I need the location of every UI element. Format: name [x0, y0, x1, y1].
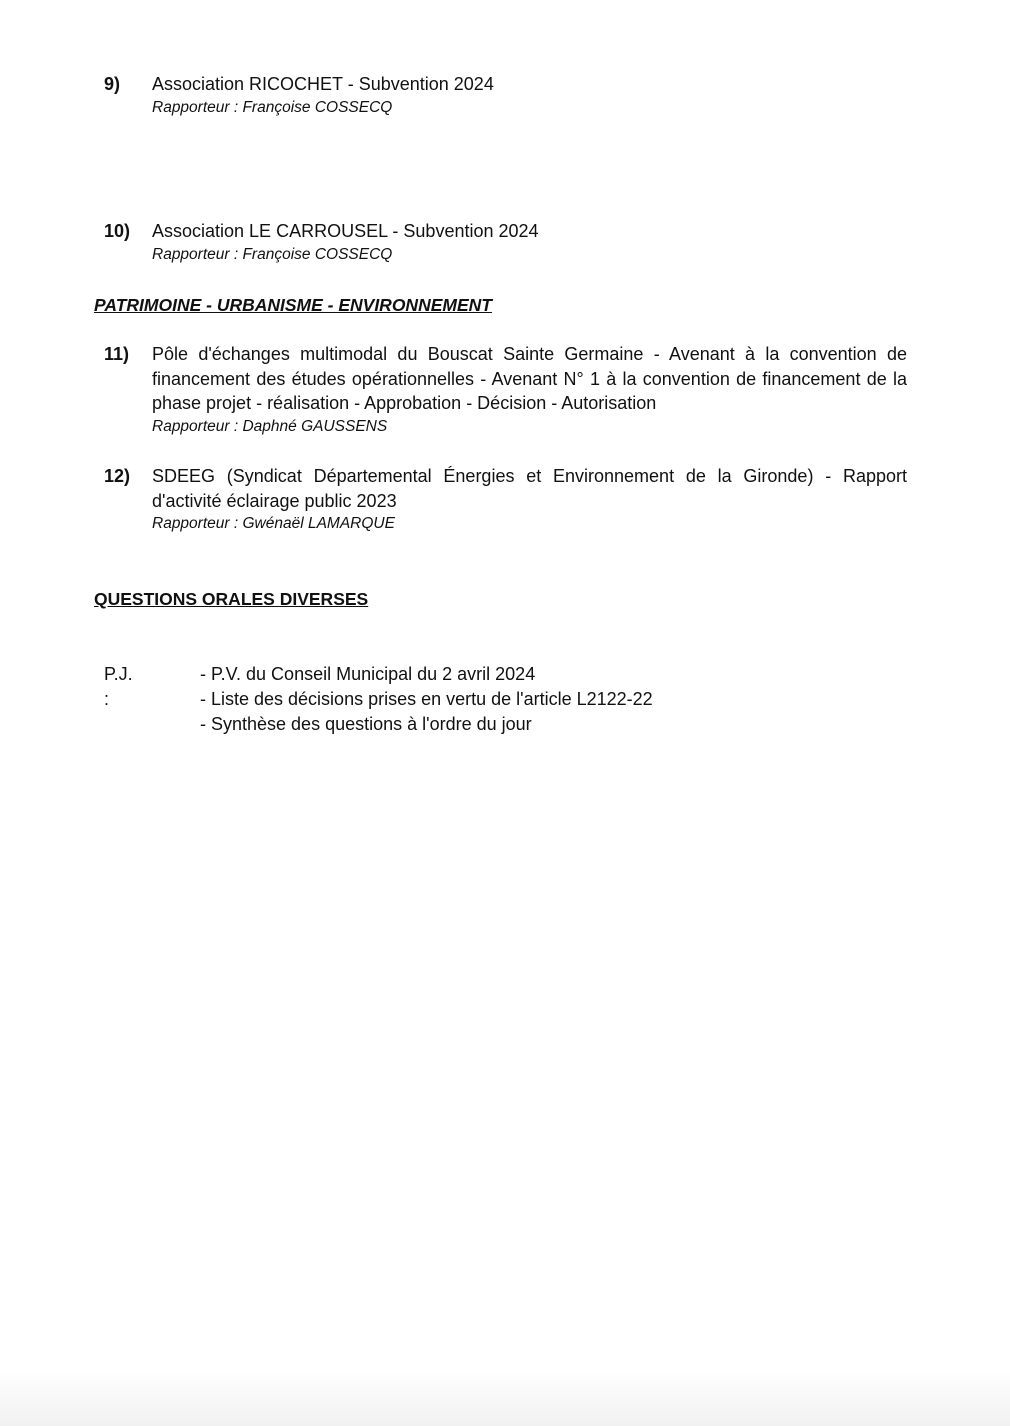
attachment-entry: - Liste des décisions prises en vertu de l'article L2122-22: [200, 689, 653, 709]
item-rapporteur: Rapporteur : Françoise COSSECQ: [152, 245, 393, 263]
section-heading-patrimoine: PATRIMOINE - URBANISME - ENVIRONNEMENT: [94, 295, 492, 315]
item-rapporteur: Rapporteur : Gwénaël LAMARQUE: [152, 515, 395, 532]
item-rapporteur: Rapporteur : Françoise COSSECQ: [152, 98, 393, 116]
attachments-list: [200, 662, 653, 737]
item-title: Association RICOCHET - Subvention 2024: [152, 74, 494, 94]
section-heading-questions: QUESTIONS ORALES DIVERSES: [94, 589, 369, 609]
item-rapporteur: Rapporteur : Daphné GAUSSENS: [152, 417, 388, 435]
item-title: Pôle d'échanges multimodal du Bouscat Sainte Germaine - Avenant à la convention de financement des études opérationnelles - Avenant N° 1 à la convention de financement de la phase projet - réalisation - Approbation - Décision - Autorisation: [152, 344, 907, 413]
item-number: 10): [104, 221, 131, 241]
attachment-entry: - P.V. du Conseil Municipal du 2 avril 2024: [200, 664, 536, 684]
attachments-label: P.J. :: [104, 664, 133, 709]
item-number: 12): [104, 466, 131, 486]
item-number: 9): [104, 74, 121, 94]
item-title: SDEEG (Syndicat Départemental Énergies et Environnement de la Gironde) - Rapport d'activité éclairage public 2023: [152, 466, 907, 511]
attachment-entry: - Synthèse des questions à l'ordre du jour: [200, 714, 532, 734]
agenda-item-9: [104, 72, 907, 119]
item-title: Association LE CARROUSEL - Subvention 2024: [152, 221, 539, 241]
item-number: 11): [104, 344, 130, 364]
agenda-item-11: [104, 342, 907, 438]
agenda-item-10: [104, 219, 907, 266]
agenda-item-12: [104, 464, 907, 535]
